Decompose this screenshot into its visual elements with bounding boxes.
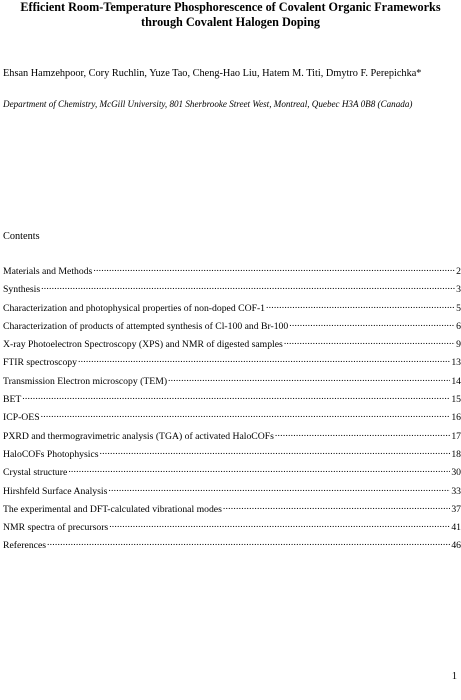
toc-entry-title: Characterization of products of attempted synthesis of Cl-100 and Br-100: [3, 320, 289, 332]
toc-entry-title: HaloCOFs Photophysics: [3, 448, 99, 460]
toc-entry-title: X-ray Photoelectron Spectroscopy (XPS) and NMR of digested samples: [3, 339, 283, 351]
toc-entry-title: Synthesis: [3, 284, 41, 296]
toc-entry[interactable]: [3, 429, 461, 447]
table-of-contents: [3, 264, 461, 557]
toc-entry-page: 3: [456, 284, 461, 296]
toc-dot-leader: [100, 447, 451, 457]
toc-entry-title: Materials and Methods: [3, 266, 93, 277]
toc-dot-leader: [41, 410, 451, 420]
toc-entry[interactable]: [3, 538, 461, 556]
toc-dot-leader: [275, 429, 450, 439]
affiliation: Department of Chemistry, McGill University, 801 Sherbrooke Street West, Montreal, Quebec H3A 0B8 (Canada): [3, 99, 413, 109]
toc-entry[interactable]: [3, 301, 461, 319]
author-list: Ehsan Hamzehpoor, Cory Ruchlin, Yuze Tao, Cheng-Hao Liu, Hatem M. Titi, Dmytro F. Perepichka*: [3, 68, 422, 79]
toc-entry-title: Hirshfeld Surface Analysis: [3, 485, 108, 497]
toc-entry[interactable]: [3, 282, 461, 300]
toc-entry[interactable]: [3, 520, 461, 538]
toc-dot-leader: [68, 465, 450, 475]
toc-entry-page: 18: [451, 448, 461, 460]
toc-entry[interactable]: [3, 484, 461, 502]
toc-dot-leader: [223, 502, 450, 512]
toc-dot-leader: [93, 264, 455, 274]
toc-entry-page: 15: [451, 394, 461, 406]
paper-title-line-2: through Covalent Halogen Doping: [141, 15, 320, 29]
toc-entry[interactable]: [3, 355, 461, 373]
toc-entry-page: 33: [451, 485, 461, 497]
toc-dot-leader: [109, 520, 450, 530]
toc-entry-page: 37: [451, 503, 461, 515]
toc-entry-title: PXRD and thermogravimetric analysis (TGA) of activated HaloCOFs: [3, 430, 274, 442]
toc-entry-title: Transmission Electron microscopy (TEM): [3, 375, 168, 387]
paper-title-line-1: Efficient Room-Temperature Phosphorescence of Covalent Organic Frameworks: [20, 0, 441, 14]
toc-entry-title: Characterization and photophysical properties of non-doped COF-1: [3, 302, 266, 314]
toc-dot-leader: [168, 374, 450, 384]
toc-entry-page: 5: [456, 302, 461, 314]
toc-entry-title: FTIR spectroscopy: [3, 357, 77, 369]
toc-entry[interactable]: [3, 374, 461, 392]
toc-entry-page: 46: [451, 540, 461, 552]
toc-entry-page: 9: [456, 339, 461, 351]
toc-entry[interactable]: [3, 447, 461, 465]
toc-dot-leader: [41, 282, 455, 292]
toc-entry-page: 14: [451, 375, 461, 387]
toc-entry[interactable]: [3, 319, 461, 337]
toc-entry[interactable]: [3, 264, 461, 282]
toc-entry-title: BET: [3, 394, 22, 406]
page-number: 1: [451, 671, 457, 682]
toc-dot-leader: [266, 301, 455, 311]
toc-dot-leader: [289, 319, 455, 329]
toc-entry[interactable]: [3, 465, 461, 483]
toc-entry-page: 30: [451, 467, 461, 479]
toc-entry[interactable]: [3, 337, 461, 355]
toc-entry-title: References: [3, 540, 47, 552]
toc-entry-page: 16: [451, 412, 461, 424]
contents-heading: Contents: [3, 231, 40, 242]
toc-entry[interactable]: [3, 502, 461, 520]
paper-title: [20, 0, 441, 30]
toc-dot-leader: [47, 538, 450, 548]
toc-entry-page: 41: [451, 522, 461, 534]
toc-entry-title: ICP-OES: [3, 412, 40, 424]
toc-entry[interactable]: [3, 410, 461, 428]
toc-entry-title: The experimental and DFT-calculated vibrational modes: [3, 503, 222, 515]
toc-dot-leader: [108, 484, 450, 494]
toc-entry-page: 2: [456, 266, 461, 277]
toc-entry-page: 6: [456, 320, 461, 332]
toc-entry[interactable]: [3, 392, 461, 410]
toc-entry-page: 17: [451, 430, 461, 442]
toc-dot-leader: [22, 392, 450, 402]
toc-entry-page: 13: [451, 357, 461, 369]
toc-dot-leader: [78, 355, 450, 365]
toc-dot-leader: [284, 337, 455, 347]
toc-entry-title: Crystal structure: [3, 467, 68, 479]
toc-entry-title: NMR spectra of precursors: [3, 522, 109, 534]
